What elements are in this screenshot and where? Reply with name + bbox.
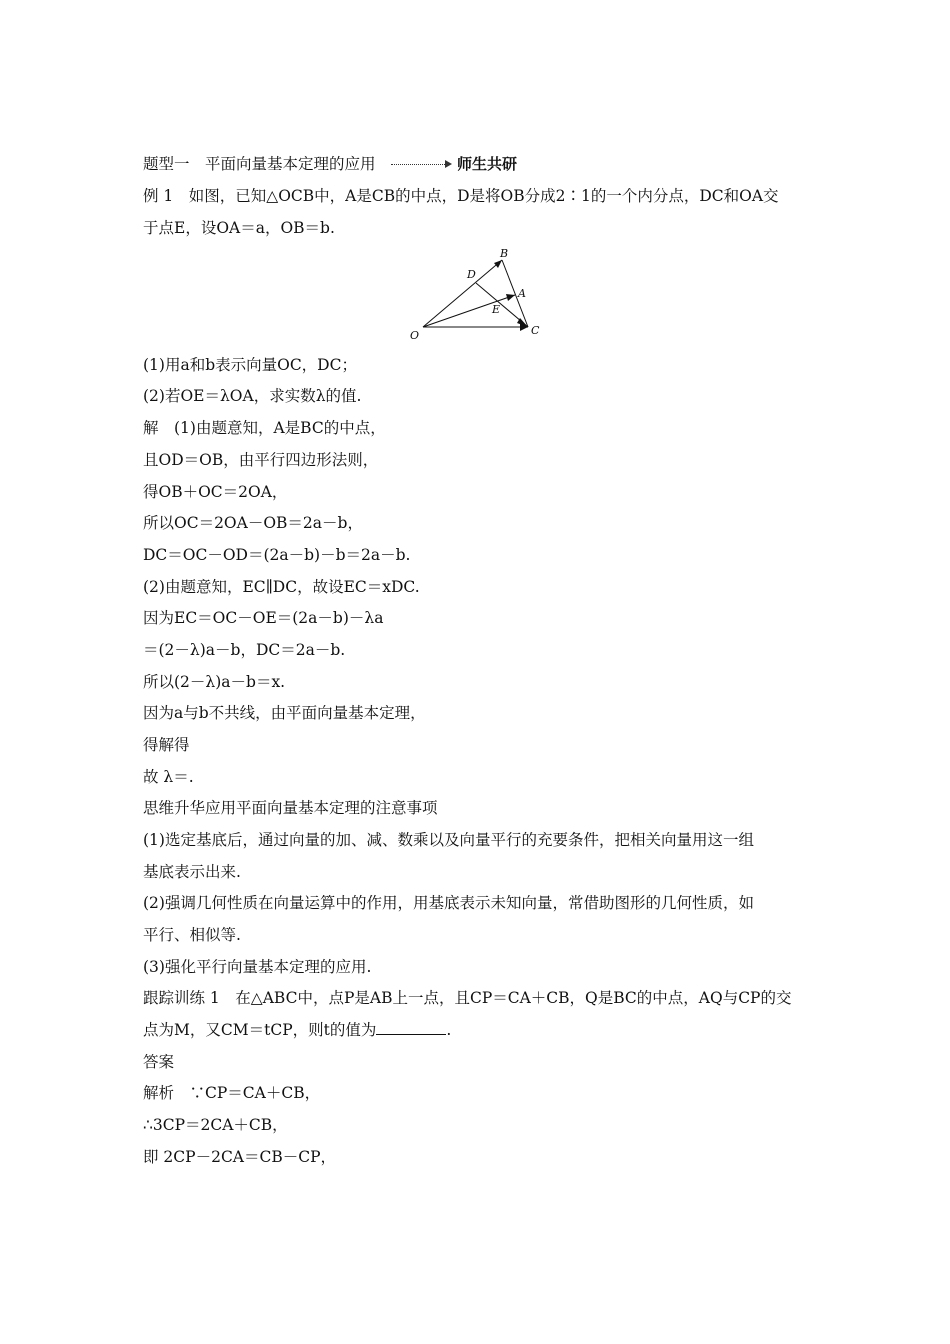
- triangle-figure: [405, 245, 555, 345]
- text-line: 且OD＝OB，由平行四边形法则，: [143, 451, 379, 469]
- text-line: 所以(2－λ)a－b＝x.: [143, 673, 286, 691]
- segment-ob: [423, 260, 502, 327]
- text-line: (2)由题意知，EC∥DC，故设EC＝xDC.: [143, 578, 420, 596]
- triangle-diagram: [405, 245, 555, 345]
- text-line: 因为a与b不共线，由平面向量基本定理，: [143, 704, 426, 722]
- text-line: ＝(2－λ)a－b，DC＝2a－b.: [143, 641, 346, 659]
- text-line: 于点E，设OA＝a，OB＝b.: [143, 219, 335, 237]
- label-o: O: [410, 329, 420, 342]
- text-line: (1)选定基底后，通过向量的加、减、数乘以及向量平行的充要条件，把相关向量用这一组: [143, 831, 754, 849]
- text-line: 得OB＋OC＝2OA，: [143, 483, 288, 501]
- text-line: 即 2CP－2CA＝CB－CP，: [143, 1148, 337, 1166]
- label-e: E: [492, 303, 501, 316]
- arrow-a-icon: [506, 294, 515, 301]
- text-line: 所以OC＝2OA－OB＝2a－b，: [143, 514, 363, 532]
- text-line: 思维升华应用平面向量基本定理的注意事项: [143, 799, 438, 817]
- section-tag: 师生共研: [457, 155, 518, 173]
- text-line: 基底表示出来.: [143, 863, 241, 881]
- answer-blank: [376, 1020, 446, 1035]
- section-title: 题型一 平面向量基本定理的应用: [143, 155, 376, 173]
- label-b: B: [500, 247, 509, 260]
- arrow-b-icon: [494, 260, 502, 268]
- text-line: 因为EC＝OC－OE＝(2a－b)－λa: [143, 609, 384, 627]
- question-line: [143, 1020, 451, 1040]
- text-line: 得解得: [143, 736, 190, 754]
- label-d: D: [467, 268, 476, 281]
- text-line: ∴3CP＝2CA＋CB，: [143, 1116, 288, 1134]
- text-line: 跟踪训练 1 在△ABC中，点P是AB上一点，且CP＝CA＋CB，Q是BC的中点，AQ与CP的交: [143, 989, 792, 1007]
- label-a: A: [518, 287, 526, 300]
- text-line: 平行、相似等.: [143, 926, 241, 944]
- text-line: (2)强调几何性质在向量运算中的作用，用基底表示未知向量，常借助图形的几何性质，如: [143, 894, 754, 912]
- text-line: 解 (1)由题意知，A是BC的中点，: [143, 419, 386, 437]
- dotted-arrow-line: [391, 164, 449, 165]
- section-heading: [143, 153, 563, 175]
- text-line: (3)强化平行向量基本定理的应用.: [143, 958, 372, 976]
- text-line: 例 1 如图，已知△OCB中，A是CB的中点，D是将OB分成2∶1的一个内分点，DC和OA交: [143, 187, 779, 205]
- text-line: DC＝OC－OD＝(2a－b)－b＝2a－b.: [143, 546, 411, 564]
- text-line: (2)若OE＝λOA，求实数λ的值.: [143, 387, 362, 405]
- text-line: (1)用a和b表示向量OC，DC；: [143, 356, 357, 374]
- question-end: .: [446, 1021, 452, 1039]
- question-text: 点为M，又CM＝tCP，则t的值为: [143, 1021, 377, 1039]
- segment-oa: [423, 295, 515, 327]
- arrow-head-icon: [445, 160, 452, 168]
- text-line: 答案: [143, 1053, 175, 1071]
- label-c: C: [531, 324, 540, 337]
- text-line: 故 λ＝.: [143, 768, 194, 786]
- text-line: 解析 ∵CP＝CA＋CB，: [143, 1084, 321, 1102]
